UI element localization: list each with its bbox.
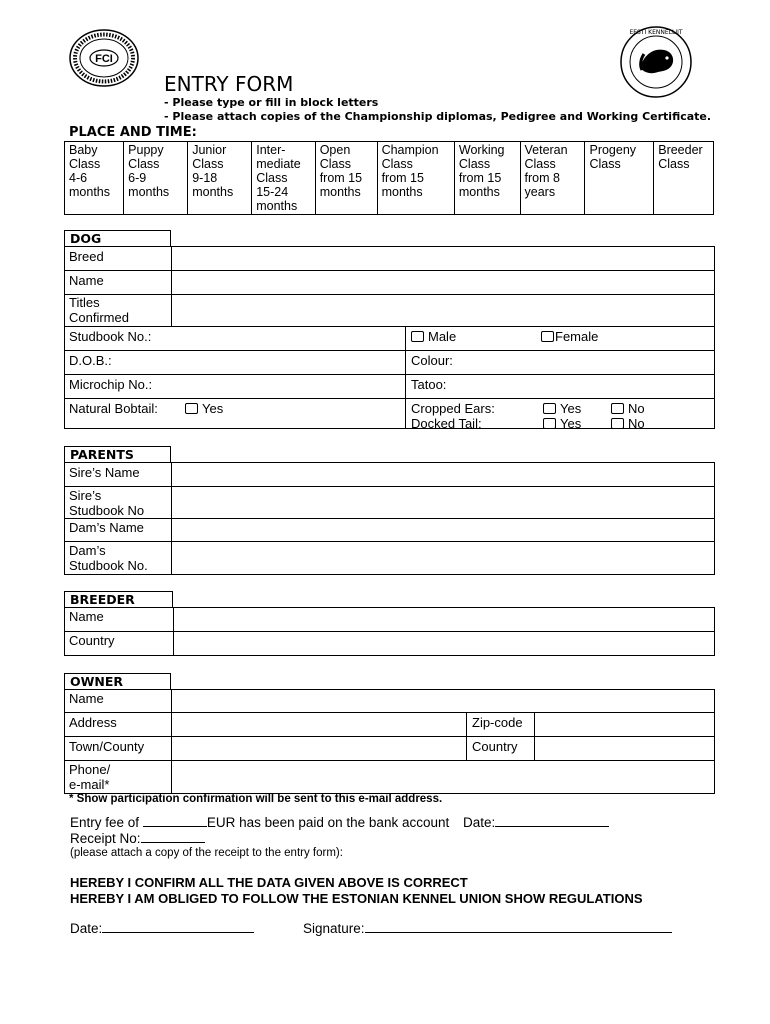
parents-section	[64, 462, 715, 575]
class-option-line: Class	[69, 157, 101, 171]
class-option-8[interactable]	[520, 142, 585, 215]
dam-studbook-label: Dam’s	[69, 543, 106, 558]
docked-yes-option[interactable]: Yes	[543, 416, 581, 431]
breeder-name-label: Name	[69, 609, 104, 624]
class-option-line: Class	[458, 157, 491, 171]
dog-section	[64, 246, 715, 429]
breeder-name-field[interactable]	[174, 608, 714, 631]
class-option-line: Junior	[192, 143, 227, 157]
bank-account-text: EUR has been paid on the bank account	[206, 815, 450, 830]
breeder-heading: BREEDER	[64, 591, 173, 607]
attach-note: (please attach a copy of the receipt to the entry form):	[70, 847, 343, 859]
class-option-line: Champion	[381, 143, 439, 157]
docked-tail-label: Docked Tail:	[411, 416, 482, 431]
class-option-line: Progeny	[589, 143, 637, 157]
natural-bobtail-label: Natural Bobtail:	[69, 401, 158, 416]
owner-country-label: Country	[472, 739, 518, 754]
breed-field[interactable]	[172, 247, 714, 270]
confirm-line-2: HEREBY I AM OBLIGED TO FOLLOW THE ESTONIAN KENNEL UNION SHOW REGULATIONS	[70, 891, 643, 906]
class-option-line: 6-9	[128, 171, 147, 185]
dam-studbook-label-2: Studbook No.	[69, 558, 148, 573]
cropped-no-option[interactable]: No	[611, 401, 645, 416]
dog-name-field[interactable]	[172, 271, 714, 294]
class-option-line: Class	[256, 171, 288, 185]
date-label: Date:	[70, 921, 103, 936]
email-note: * Show participation confirmation will be sent to this e-mail address.	[69, 793, 443, 805]
cropped-ears-label: Cropped Ears:	[411, 401, 495, 416]
receipt-label: Receipt No:	[70, 831, 141, 846]
signature-field[interactable]	[365, 920, 672, 933]
class-option-line: from 15	[319, 171, 363, 185]
instruction-note-2: - Please attach copies of the Championship diplomas, Pedigree and Working Certificate.	[164, 110, 712, 123]
entry-fee-field[interactable]	[143, 814, 207, 827]
class-option-line: Puppy	[128, 143, 164, 157]
docked-no-checkbox[interactable]	[611, 418, 624, 429]
class-table	[64, 141, 714, 215]
dam-name-label: Dam’s Name	[69, 520, 144, 535]
titles-label: Titles	[69, 295, 100, 310]
cropped-yes-option[interactable]: Yes	[543, 401, 581, 416]
receipt-field[interactable]	[141, 830, 205, 843]
class-option-line: 4-6	[69, 171, 88, 185]
date-line	[70, 920, 254, 936]
class-option-line: Working	[458, 143, 505, 157]
fee-date-field[interactable]	[495, 814, 609, 827]
class-option-line: months	[69, 185, 110, 199]
class-option-line: Open	[319, 143, 351, 157]
town-field[interactable]	[172, 737, 466, 760]
breed-label: Breed	[69, 249, 104, 264]
sire-studbook-field[interactable]	[172, 487, 714, 518]
sire-name-field[interactable]	[172, 463, 714, 486]
entry-fee-label: Entry fee of	[70, 815, 140, 830]
parents-heading: PARENTS	[64, 446, 171, 462]
breeder-country-field[interactable]	[174, 632, 714, 655]
town-label: Town/County	[69, 739, 145, 754]
breeder-country-label: Country	[69, 633, 115, 648]
ekl-logo-text: EESTI KENNELLIIT	[629, 29, 683, 36]
signature-label: Signature:	[303, 921, 365, 936]
class-option-line: years	[524, 185, 556, 199]
class-option-line: months	[256, 199, 298, 213]
male-checkbox[interactable]	[411, 331, 424, 342]
bobtail-yes-checkbox[interactable]	[185, 403, 198, 414]
cropped-no-checkbox[interactable]	[611, 403, 624, 414]
class-option-line: Class	[319, 157, 351, 171]
dam-name-field[interactable]	[172, 519, 714, 541]
class-option-4[interactable]	[252, 142, 315, 215]
class-option-7[interactable]	[454, 142, 520, 215]
class-option-line: Veteran	[524, 143, 568, 157]
class-option-2[interactable]	[124, 142, 188, 215]
entry-fee-line	[70, 814, 609, 830]
sire-studbook-label: Sire’s	[69, 488, 102, 503]
class-option-3[interactable]	[188, 142, 252, 215]
cropped-yes-checkbox[interactable]	[543, 403, 556, 414]
class-option-line: Class	[524, 157, 556, 171]
sire-studbook-label-2: Studbook No	[69, 503, 145, 518]
class-option-5[interactable]	[315, 142, 377, 215]
date-field[interactable]	[102, 920, 254, 933]
phone-label: Phone/	[69, 762, 111, 777]
class-option-9[interactable]	[585, 142, 654, 215]
class-option-line: months	[319, 185, 361, 199]
class-option-1[interactable]	[65, 142, 124, 215]
class-option-line: from 15	[381, 171, 424, 185]
class-option-line: from 15	[458, 171, 502, 185]
fee-date-label: Date:	[463, 815, 496, 830]
dog-heading: DOG	[64, 230, 171, 246]
class-option-line: Class	[589, 157, 621, 171]
address-field[interactable]	[172, 713, 466, 736]
fci-logo	[68, 28, 140, 88]
page-title: ENTRY FORM	[164, 72, 294, 96]
class-option-line: Breeder	[658, 143, 703, 157]
male-option[interactable]: Male	[411, 329, 456, 344]
owner-heading: OWNER	[64, 673, 171, 689]
dog-name-label: Name	[69, 273, 104, 288]
class-option-line: Class	[192, 157, 224, 171]
owner-section	[64, 689, 715, 794]
dam-studbook-field[interactable]	[172, 542, 714, 574]
owner-name-label: Name	[69, 691, 104, 706]
owner-name-field[interactable]	[172, 690, 714, 712]
class-option-6[interactable]	[377, 142, 454, 215]
zip-label: Zip-code	[472, 715, 523, 730]
class-option-line: Class	[381, 157, 413, 171]
class-option-10[interactable]	[654, 142, 714, 215]
email-label: e-mail*	[69, 777, 110, 792]
colour-label: Colour:	[411, 353, 453, 368]
class-option-line: Class	[128, 157, 160, 171]
receipt-line	[70, 830, 205, 846]
class-option-line: months	[458, 185, 500, 199]
breeder-section	[64, 607, 715, 656]
signature-line	[303, 920, 672, 936]
tatoo-label: Tatoo:	[411, 377, 447, 392]
class-option-line: months	[381, 185, 423, 199]
bobtail-yes-option[interactable]: Yes	[185, 401, 223, 416]
titles-field[interactable]	[172, 295, 714, 326]
class-option-line: mediate	[256, 157, 301, 171]
female-checkbox[interactable]	[541, 331, 554, 342]
class-option-line: Baby	[69, 143, 98, 157]
instruction-note-1: - Please type or fill in block letters	[164, 96, 379, 109]
class-option-line: months	[128, 185, 170, 199]
class-option-line: 9-18	[192, 171, 218, 185]
fci-logo-text: FCI	[95, 53, 113, 65]
place-time-heading: PLACE AND TIME:	[69, 125, 197, 140]
sire-name-label: Sire’s Name	[69, 465, 140, 480]
docked-no-option[interactable]: No	[611, 416, 645, 431]
class-option-line: from 8	[524, 171, 560, 185]
confirm-line-1: HEREBY I CONFIRM ALL THE DATA GIVEN ABOVE IS CORRECT	[70, 875, 468, 890]
dob-label: D.O.B.:	[69, 353, 112, 368]
class-option-line: Inter-	[256, 143, 286, 157]
owner-country-field[interactable]	[599, 737, 714, 760]
microchip-label: Microchip No.:	[69, 377, 153, 392]
phone-email-field[interactable]	[172, 761, 714, 793]
docked-yes-checkbox[interactable]	[543, 418, 556, 429]
confirmed-label: Confirmed	[69, 310, 129, 325]
female-option[interactable]: Female	[541, 329, 598, 344]
address-label: Address	[69, 715, 117, 730]
class-option-line: 15-24	[256, 185, 289, 199]
studbook-label: Studbook No.:	[69, 329, 152, 344]
ekl-logo	[618, 24, 694, 100]
class-option-line: Class	[658, 157, 690, 171]
class-option-line: months	[192, 185, 234, 199]
zip-field[interactable]	[599, 713, 714, 736]
